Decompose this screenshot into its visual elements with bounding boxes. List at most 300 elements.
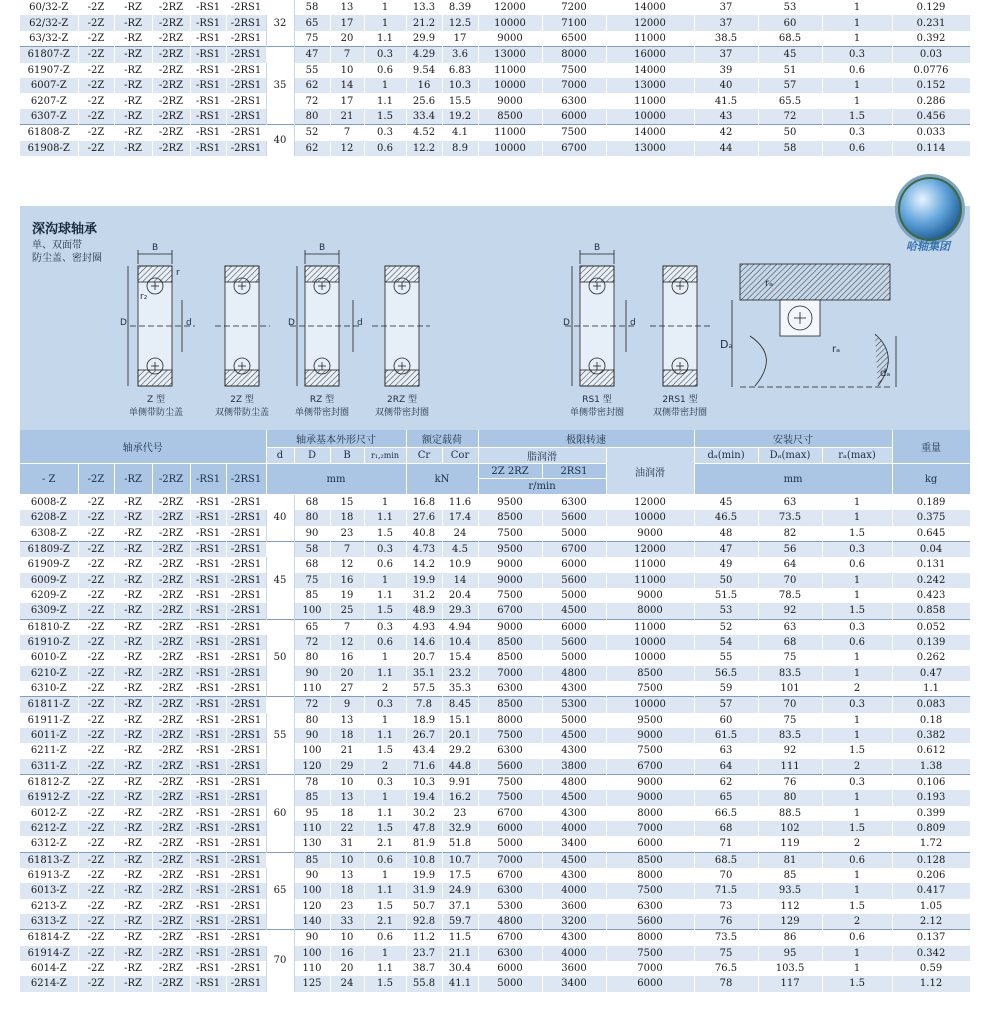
code-cell: -2RS1 — [226, 557, 266, 572]
da-cell: 70 — [758, 697, 822, 713]
r-cell: 1.1 — [364, 806, 406, 821]
ra-cell: 2 — [822, 914, 892, 930]
code-cell: -2RS1 — [226, 852, 266, 868]
ra-cell: 0.6 — [822, 635, 892, 650]
da-cell: 59 — [694, 681, 758, 697]
code-cell: -RZ — [114, 557, 152, 572]
code-cell: -2RS1 — [226, 728, 266, 743]
code-cell: -2RZ — [152, 635, 190, 650]
bore-d-cell: 45 — [266, 541, 294, 619]
table-row — [20, 557, 970, 572]
kg-cell: 0.242 — [892, 573, 970, 588]
da-cell: 101 — [758, 681, 822, 697]
table-row — [20, 946, 970, 961]
code-cell: -RZ — [114, 759, 152, 775]
cor-cell: 10.9 — [442, 557, 478, 572]
code-cell: -2RZ — [152, 603, 190, 619]
da-cell: 50 — [758, 125, 822, 141]
code-cell: -2Z — [78, 541, 114, 557]
code-cell: -2RZ — [152, 946, 190, 961]
table-row — [20, 930, 970, 946]
code-cell: -2RZ — [152, 961, 190, 976]
code-cell: -RS1 — [190, 603, 226, 619]
oil-cell: 8000 — [606, 603, 694, 619]
table-row — [20, 495, 970, 511]
col-2rs1: -2RS1 — [226, 464, 266, 495]
r-cell: 1.5 — [364, 821, 406, 836]
kg-cell: 0.128 — [892, 852, 970, 868]
r-cell: 1 — [364, 790, 406, 805]
code-cell: -RZ — [114, 681, 152, 697]
da-cell: 58 — [758, 141, 822, 156]
kg-cell: 0.139 — [892, 635, 970, 650]
code-cell: -2Z — [78, 15, 114, 30]
ra-cell: 1 — [822, 728, 892, 743]
code-cell: 61812-Z — [20, 774, 78, 790]
r-cell: 1.1 — [364, 93, 406, 108]
ra-cell: 0.6 — [822, 141, 892, 156]
cor-cell: 24 — [442, 526, 478, 542]
kg-cell: 0.083 — [892, 697, 970, 713]
da-cell: 73.5 — [694, 930, 758, 946]
col-rs1: -RS1 — [190, 464, 226, 495]
code-cell: 6213-Z — [20, 899, 78, 914]
d-cell: 52 — [294, 125, 330, 141]
kg-cell: 0.382 — [892, 728, 970, 743]
da-cell: 71.5 — [694, 883, 758, 898]
grease2-cell: 4500 — [542, 790, 606, 805]
code-cell: 6212-Z — [20, 821, 78, 836]
code-cell: -2Z — [78, 0, 114, 15]
code-cell: -RS1 — [190, 588, 226, 603]
code-cell: -RZ — [114, 63, 152, 78]
code-cell: 6307-Z — [20, 109, 78, 125]
code-cell: -2Z — [78, 821, 114, 836]
d-cell: 130 — [294, 836, 330, 852]
code-cell: -2Z — [78, 883, 114, 898]
company-logo-text: 哈轴集团 — [906, 240, 950, 253]
da-cell: 64 — [758, 557, 822, 572]
header-Da: Dₐ(max) — [758, 448, 822, 464]
r-cell: 0.3 — [364, 47, 406, 63]
code-cell: -2Z — [78, 666, 114, 681]
grease2-cell: 8000 — [542, 47, 606, 63]
code-cell: 6009-Z — [20, 573, 78, 588]
code-cell: -RS1 — [190, 526, 226, 542]
code-cell: -2Z — [78, 557, 114, 572]
cor-cell: 17 — [442, 31, 478, 47]
cr-cell: 31.9 — [406, 883, 442, 898]
da-cell: 53 — [758, 0, 822, 15]
oil-cell: 14000 — [606, 0, 694, 15]
ra-cell: 1 — [822, 93, 892, 108]
code-cell: -2Z — [78, 930, 114, 946]
bearing-2rz-drawing — [372, 266, 430, 386]
da-cell: 68.5 — [694, 852, 758, 868]
code-cell: 6011-Z — [20, 728, 78, 743]
table-row — [20, 541, 970, 557]
b-cell: 17 — [330, 15, 364, 30]
grease1-cell: 6300 — [478, 946, 542, 961]
code-cell: -2RZ — [152, 125, 190, 141]
da-cell: 72 — [758, 109, 822, 125]
grease2-cell: 4800 — [542, 774, 606, 790]
code-cell: -RZ — [114, 883, 152, 898]
code-cell: -RS1 — [190, 743, 226, 758]
b-cell: 16 — [330, 650, 364, 665]
b-cell: 20 — [330, 961, 364, 976]
da-cell: 75 — [758, 650, 822, 665]
caption-2rs1: 2RS1 型 双侧带密封圈 — [652, 395, 707, 418]
ra-cell: 1.5 — [822, 821, 892, 836]
grease1-cell: 4800 — [478, 914, 542, 930]
kg-cell: 0.645 — [892, 526, 970, 542]
table-row — [20, 31, 970, 47]
header-weight: 重量 — [892, 430, 970, 464]
grease2-cell: 4300 — [542, 681, 606, 697]
d-cell: 90 — [294, 526, 330, 542]
cr-cell: 40.8 — [406, 526, 442, 542]
code-cell: 6007-Z — [20, 78, 78, 93]
grease1-cell: 7000 — [478, 852, 542, 868]
grease1-cell: 7500 — [478, 588, 542, 603]
code-cell: -RZ — [114, 619, 152, 635]
cr-cell: 31.2 — [406, 588, 442, 603]
cr-cell: 19.9 — [406, 868, 442, 883]
code-cell: -RS1 — [190, 557, 226, 572]
b-cell: 20 — [330, 666, 364, 681]
code-cell: -RS1 — [190, 125, 226, 141]
code-cell: -RS1 — [190, 899, 226, 914]
r-cell: 2.1 — [364, 836, 406, 852]
r-cell: 0.6 — [364, 930, 406, 946]
code-cell: -RZ — [114, 510, 152, 525]
ra-cell: 2 — [822, 836, 892, 852]
kg-cell: 1.72 — [892, 836, 970, 852]
r-cell: 0.6 — [364, 557, 406, 572]
ra-cell: 1 — [822, 650, 892, 665]
d-cell: 55 — [294, 63, 330, 78]
r-cell: 1.5 — [364, 743, 406, 758]
code-cell: -2Z — [78, 526, 114, 542]
label-d-inner-rs1: d — [630, 318, 636, 328]
r-cell: 0.3 — [364, 541, 406, 557]
code-cell: 6208-Z — [20, 510, 78, 525]
kg-cell: 1.38 — [892, 759, 970, 775]
caption-z: Z 型 单侧带防尘盖 — [128, 395, 183, 418]
ra-cell: 1 — [822, 713, 892, 728]
da-cell: 66.5 — [694, 806, 758, 821]
code-cell: -RZ — [114, 899, 152, 914]
table-row — [20, 109, 970, 125]
grease2-cell: 6300 — [542, 93, 606, 108]
ra-cell: 1.5 — [822, 109, 892, 125]
oil-cell: 6000 — [606, 976, 694, 991]
code-cell: -2RS1 — [226, 526, 266, 542]
unit-rmin: r/min — [478, 479, 606, 495]
cr-cell: 81.9 — [406, 836, 442, 852]
code-cell: -2RS1 — [226, 790, 266, 805]
cr-cell: 4.29 — [406, 47, 442, 63]
r-cell: 1.5 — [364, 899, 406, 914]
ra-cell: 2 — [822, 759, 892, 775]
grease2-cell: 5000 — [542, 650, 606, 665]
oil-cell: 8000 — [606, 806, 694, 821]
grease1-cell: 8500 — [478, 635, 542, 650]
d-cell: 85 — [294, 588, 330, 603]
ra-cell: 0.6 — [822, 852, 892, 868]
cor-cell: 23 — [442, 806, 478, 821]
ra-cell: 1 — [822, 573, 892, 588]
cr-cell: 14.2 — [406, 557, 442, 572]
kg-cell: 0.342 — [892, 946, 970, 961]
table-row — [20, 774, 970, 790]
kg-cell: 0.206 — [892, 868, 970, 883]
cor-cell: 10.3 — [442, 78, 478, 93]
r-cell: 0.3 — [364, 125, 406, 141]
table-row — [20, 821, 970, 836]
grease2-cell: 4300 — [542, 930, 606, 946]
cor-cell: 24.9 — [442, 883, 478, 898]
da-cell: 47 — [694, 541, 758, 557]
label-ra-top: rₐ — [765, 278, 774, 289]
code-cell: -2Z — [78, 774, 114, 790]
ra-cell: 0.6 — [822, 63, 892, 78]
ra-cell: 1 — [822, 666, 892, 681]
grease1-cell: 8500 — [478, 510, 542, 525]
oil-cell: 11000 — [606, 573, 694, 588]
code-cell: -2RZ — [152, 588, 190, 603]
b-cell: 21 — [330, 109, 364, 125]
cor-cell: 44.8 — [442, 759, 478, 775]
code-cell: -RS1 — [190, 635, 226, 650]
code-cell: -2RS1 — [226, 961, 266, 976]
code-cell: 61907-Z — [20, 63, 78, 78]
d-cell: 100 — [294, 883, 330, 898]
da-cell: 41.5 — [694, 93, 758, 108]
ra-cell: 1 — [822, 790, 892, 805]
code-cell: -2RZ — [152, 31, 190, 47]
code-cell: -2RZ — [152, 899, 190, 914]
code-cell: -2Z — [78, 588, 114, 603]
code-cell: -2RS1 — [226, 930, 266, 946]
oil-cell: 12000 — [606, 495, 694, 511]
oil-cell: 9000 — [606, 526, 694, 542]
cor-cell: 3.6 — [442, 47, 478, 63]
table-row — [20, 0, 970, 15]
d-cell: 110 — [294, 681, 330, 697]
cor-cell: 20.1 — [442, 728, 478, 743]
label-b-rz: B — [319, 243, 326, 253]
oil-cell: 11000 — [606, 93, 694, 108]
code-cell: -2RS1 — [226, 510, 266, 525]
cr-cell: 92.8 — [406, 914, 442, 930]
code-cell: 61913-Z — [20, 868, 78, 883]
bearing-rz-drawing — [290, 250, 360, 386]
cr-cell: 10.3 — [406, 774, 442, 790]
b-cell: 13 — [330, 790, 364, 805]
grease1-cell: 12000 — [478, 0, 542, 15]
code-cell: -RZ — [114, 573, 152, 588]
code-cell: -2Z — [78, 868, 114, 883]
b-cell: 29 — [330, 759, 364, 775]
d-cell: 80 — [294, 109, 330, 125]
code-cell: -RZ — [114, 914, 152, 930]
kg-cell: 0.456 — [892, 109, 970, 125]
grease1-cell: 8000 — [478, 713, 542, 728]
code-cell: -2RS1 — [226, 759, 266, 775]
grease1-cell: 7500 — [478, 728, 542, 743]
oil-cell: 6300 — [606, 899, 694, 914]
grease1-cell: 5300 — [478, 899, 542, 914]
code-cell: -RZ — [114, 635, 152, 650]
da-cell: 45 — [694, 495, 758, 511]
ra-cell: 1 — [822, 946, 892, 961]
cr-cell: 4.52 — [406, 125, 442, 141]
table-row — [20, 526, 970, 542]
code-cell: -2RS1 — [226, 109, 266, 125]
label-d-inner-rz: d — [357, 318, 363, 328]
da-cell: 37 — [694, 0, 758, 15]
table-row — [20, 697, 970, 713]
grease2-cell: 4500 — [542, 603, 606, 619]
code-cell: -RS1 — [190, 961, 226, 976]
code-cell: -2Z — [78, 681, 114, 697]
table-row — [20, 728, 970, 743]
header-grease: 脂润滑 — [478, 448, 606, 464]
grease2-cell: 7000 — [542, 78, 606, 93]
oil-cell: 7500 — [606, 883, 694, 898]
code-cell: -2RZ — [152, 914, 190, 930]
kg-cell: 2.12 — [892, 914, 970, 930]
code-cell: -RS1 — [190, 15, 226, 30]
kg-cell: 1.1 — [892, 681, 970, 697]
code-cell: -2RS1 — [226, 15, 266, 30]
code-cell: -2RZ — [152, 681, 190, 697]
code-cell: -2RS1 — [226, 697, 266, 713]
cor-cell: 17.4 — [442, 510, 478, 525]
grease2-cell: 6000 — [542, 109, 606, 125]
table-row — [20, 976, 970, 991]
code-cell: 6312-Z — [20, 836, 78, 852]
grease1-cell: 13000 — [478, 47, 542, 63]
oil-cell: 13000 — [606, 141, 694, 156]
grease1-cell: 5000 — [478, 836, 542, 852]
d-cell: 62 — [294, 78, 330, 93]
code-cell: -2Z — [78, 93, 114, 108]
d-cell: 75 — [294, 31, 330, 47]
da-cell: 70 — [694, 868, 758, 883]
cor-cell: 6.83 — [442, 63, 478, 78]
b-cell: 7 — [330, 541, 364, 557]
d-cell: 58 — [294, 541, 330, 557]
code-cell: -RZ — [114, 47, 152, 63]
code-cell: 6311-Z — [20, 759, 78, 775]
code-cell: -2Z — [78, 914, 114, 930]
kg-cell: 0.137 — [892, 930, 970, 946]
code-cell: -2RZ — [152, 883, 190, 898]
da-cell: 83.5 — [758, 666, 822, 681]
oil-cell: 9000 — [606, 790, 694, 805]
grease2-cell: 7500 — [542, 125, 606, 141]
d-cell: 110 — [294, 961, 330, 976]
table-row — [20, 806, 970, 821]
ra-cell: 1 — [822, 588, 892, 603]
code-cell: -2Z — [78, 495, 114, 511]
r-cell: 0.3 — [364, 697, 406, 713]
label-d-inner: d — [186, 318, 192, 328]
code-cell: -2RZ — [152, 573, 190, 588]
code-cell: -RZ — [114, 852, 152, 868]
header-load: 额定载荷 — [406, 430, 478, 448]
ra-cell: 1 — [822, 78, 892, 93]
da-cell: 61.5 — [694, 728, 758, 743]
da-cell: 56.5 — [694, 666, 758, 681]
da-cell: 78.5 — [758, 588, 822, 603]
grease1-cell: 6000 — [478, 821, 542, 836]
caption-2z: 2Z 型 双侧带防尘盖 — [214, 395, 269, 418]
code-cell: -2RS1 — [226, 836, 266, 852]
b-cell: 10 — [330, 63, 364, 78]
r-cell: 1 — [364, 868, 406, 883]
b-cell: 13 — [330, 868, 364, 883]
grease2-cell: 6700 — [542, 141, 606, 156]
bore-d-cell: 55 — [266, 697, 294, 775]
oil-cell: 12000 — [606, 541, 694, 557]
cor-cell: 9.91 — [442, 774, 478, 790]
code-cell: -2Z — [78, 852, 114, 868]
r-cell: 2 — [364, 681, 406, 697]
header-speed: 极限转速 — [478, 430, 694, 448]
grease1-cell: 9000 — [478, 31, 542, 47]
code-cell: -2Z — [78, 790, 114, 805]
da-cell: 119 — [758, 836, 822, 852]
cr-cell: 71.6 — [406, 759, 442, 775]
code-cell: -2RS1 — [226, 976, 266, 991]
code-cell: 6013-Z — [20, 883, 78, 898]
code-cell: -RZ — [114, 666, 152, 681]
header-oil: 油润滑 — [606, 448, 694, 495]
cr-cell: 26.7 — [406, 728, 442, 743]
d-cell: 90 — [294, 868, 330, 883]
oil-cell: 8000 — [606, 868, 694, 883]
code-cell: 6207-Z — [20, 93, 78, 108]
grease2-cell: 5300 — [542, 697, 606, 713]
code-cell: -RS1 — [190, 930, 226, 946]
code-cell: -2RS1 — [226, 588, 266, 603]
bore-d-cell: 65 — [266, 852, 294, 930]
code-cell: -2Z — [78, 728, 114, 743]
cor-cell: 23.2 — [442, 666, 478, 681]
d-cell: 120 — [294, 759, 330, 775]
b-cell: 10 — [330, 852, 364, 868]
r-cell: 0.6 — [364, 635, 406, 650]
cor-cell: 10.7 — [442, 852, 478, 868]
da-cell: 76.5 — [694, 961, 758, 976]
code-cell: -RS1 — [190, 78, 226, 93]
d-cell: 68 — [294, 495, 330, 511]
table-row — [20, 125, 970, 141]
cr-cell: 25.6 — [406, 93, 442, 108]
code-cell: -RZ — [114, 806, 152, 821]
ra-cell: 1.5 — [822, 899, 892, 914]
code-cell: -2RS1 — [226, 883, 266, 898]
b-cell: 27 — [330, 681, 364, 697]
unit-mm-install: mm — [694, 464, 892, 495]
table-row — [20, 681, 970, 697]
code-cell: -2Z — [78, 806, 114, 821]
code-cell: -RS1 — [190, 47, 226, 63]
